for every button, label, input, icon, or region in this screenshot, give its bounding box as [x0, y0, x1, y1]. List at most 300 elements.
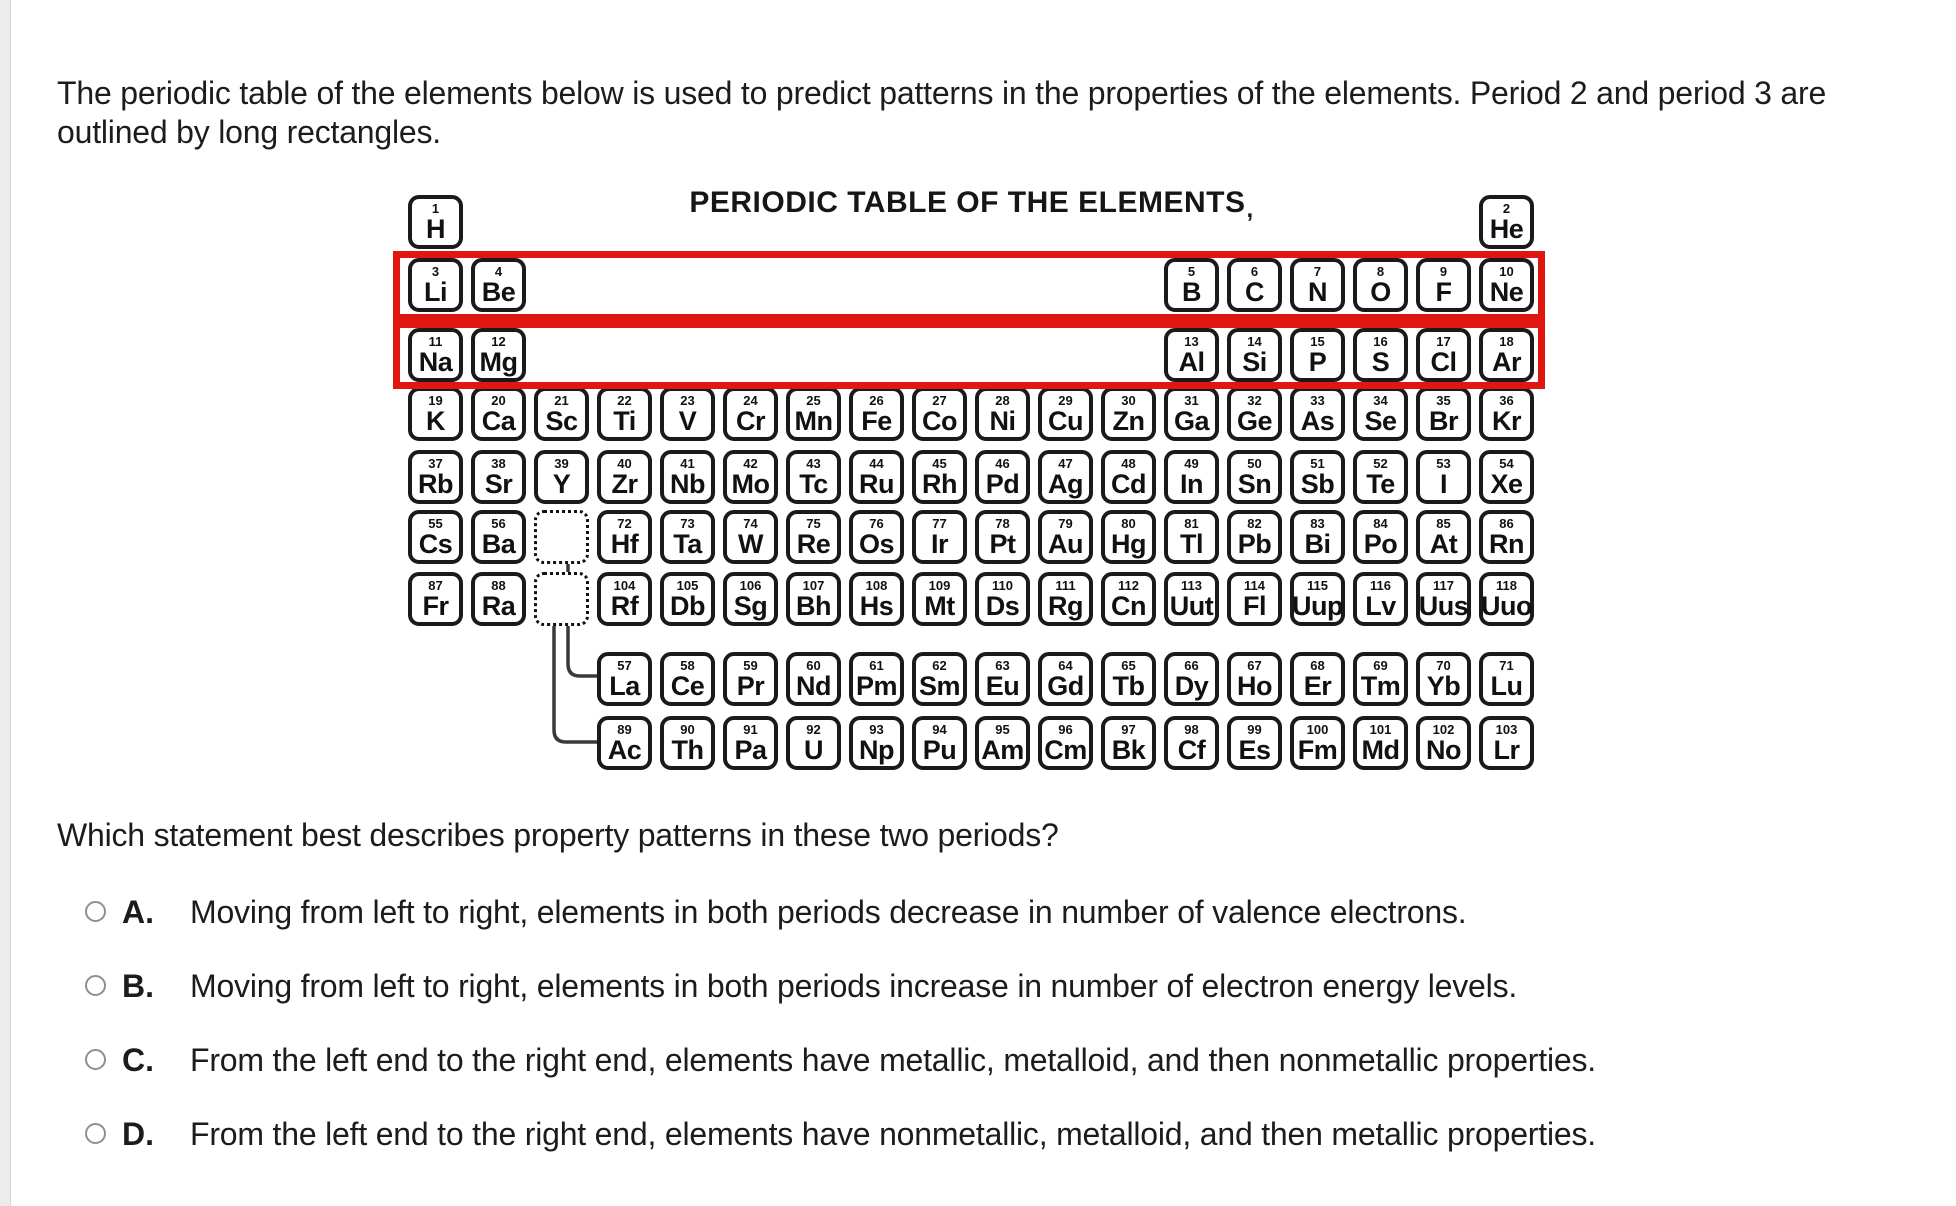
element-cell-At	[1416, 510, 1471, 564]
element-number: 30	[1121, 393, 1136, 408]
element-number: 74	[743, 516, 758, 531]
element-cell-Si	[1227, 328, 1282, 382]
element-number: 91	[743, 722, 758, 737]
element-number: 93	[869, 722, 884, 737]
element-number: 55	[428, 516, 443, 531]
element-number: 36	[1499, 393, 1514, 408]
option-letter-d[interactable]: D.	[122, 1116, 154, 1152]
element-symbol: Ra	[481, 591, 516, 621]
element-number: 86	[1499, 516, 1514, 531]
element-symbol: Au	[1048, 529, 1083, 559]
element-number: 54	[1499, 456, 1514, 471]
element-cell-Rn	[1479, 510, 1534, 564]
element-symbol: Mo	[731, 469, 770, 499]
element-symbol: Es	[1238, 735, 1271, 765]
element-cell-N	[1290, 258, 1345, 312]
element-number: 81	[1184, 516, 1199, 531]
element-symbol: Uuo	[1481, 591, 1532, 621]
element-number: 99	[1247, 722, 1262, 737]
element-symbol: Cn	[1111, 591, 1146, 621]
element-cell-Yb	[1416, 652, 1471, 706]
element-cell-Ra	[471, 572, 526, 626]
element-symbol: Fl	[1243, 591, 1266, 621]
element-symbol: Bk	[1111, 735, 1146, 765]
element-symbol: Cu	[1048, 406, 1083, 436]
element-number: 16	[1373, 334, 1388, 349]
element-cell-Cd	[1101, 450, 1156, 504]
element-symbol: Co	[922, 406, 957, 436]
element-symbol: Ac	[607, 735, 642, 765]
element-symbol: Se	[1364, 406, 1397, 436]
element-cell-Mg	[471, 328, 526, 382]
element-number: 65	[1121, 658, 1136, 673]
element-number: 32	[1247, 393, 1262, 408]
element-number: 113	[1181, 578, 1202, 593]
element-cell-Fm	[1290, 716, 1345, 770]
element-cell-Tm	[1353, 652, 1408, 706]
element-symbol: Cl	[1430, 347, 1457, 377]
element-number: 109	[928, 578, 951, 593]
element-number: 29	[1058, 393, 1073, 408]
element-cell-He	[1479, 195, 1534, 249]
element-cell-Ni	[975, 387, 1030, 441]
element-cell-Er	[1290, 652, 1345, 706]
element-number: 96	[1058, 722, 1073, 737]
element-symbol: Pt	[989, 529, 1016, 559]
element-number: 117	[1433, 578, 1454, 593]
element-symbol: F	[1435, 277, 1452, 307]
element-symbol: B	[1182, 277, 1201, 307]
element-symbol: Am	[981, 735, 1024, 765]
element-cell-In	[1164, 450, 1219, 504]
element-symbol: Th	[671, 735, 704, 765]
element-cell-P	[1290, 328, 1345, 382]
element-symbol: Sr	[484, 469, 513, 499]
element-symbol: H	[426, 214, 445, 244]
intro-line-2: outlined by long rectangles.	[57, 114, 441, 150]
element-number: 39	[554, 456, 569, 471]
option-text-d[interactable]: From the left end to the right end, elements have nonmetallic, metalloid, and then metallic properties.	[190, 1116, 1596, 1152]
element-cell-I	[1416, 450, 1471, 504]
element-cell-Au	[1038, 510, 1093, 564]
element-cell-Be	[471, 258, 526, 312]
element-symbol: Bh	[796, 591, 831, 621]
element-cell-Lv	[1353, 572, 1408, 626]
element-number: 80	[1121, 516, 1136, 531]
element-symbol: Rn	[1489, 529, 1524, 559]
element-cell-Nd	[786, 652, 841, 706]
element-cell-Cs	[408, 510, 463, 564]
element-symbol: Hg	[1111, 529, 1146, 559]
element-cell-Uuo	[1479, 572, 1534, 626]
element-symbol: Rg	[1048, 591, 1083, 621]
element-symbol: Si	[1242, 347, 1267, 377]
element-symbol: Na	[418, 347, 453, 377]
element-symbol: No	[1426, 735, 1461, 765]
element-cell-Tl	[1164, 510, 1219, 564]
element-symbol: Rh	[922, 469, 957, 499]
element-symbol: Uus	[1418, 591, 1469, 621]
element-symbol: Pd	[985, 469, 1020, 499]
element-number: 78	[995, 516, 1010, 531]
element-cell-Pm	[849, 652, 904, 706]
option-text-a[interactable]: Moving from left to right, elements in both periods decrease in number of valence electrons.	[190, 894, 1467, 930]
element-symbol: Lu	[1490, 671, 1523, 701]
element-number: 17	[1436, 334, 1451, 349]
element-cell-Lu	[1479, 652, 1534, 706]
element-number: 92	[806, 722, 821, 737]
element-symbol: Tc	[799, 469, 828, 499]
element-number: 82	[1247, 516, 1262, 531]
element-number: 118	[1496, 578, 1517, 593]
element-number: 112	[1118, 578, 1139, 593]
element-symbol: U	[804, 735, 823, 765]
element-number: 21	[554, 393, 569, 408]
element-cell-Dy	[1164, 652, 1219, 706]
element-number: 2	[1502, 201, 1511, 216]
element-number: 52	[1373, 456, 1388, 471]
element-number: 88	[491, 578, 506, 593]
element-cell-Na	[408, 328, 463, 382]
element-cell-Sb	[1290, 450, 1345, 504]
element-cell-Fe	[849, 387, 904, 441]
element-symbol: Cr	[735, 406, 765, 436]
element-cell-Db	[660, 572, 715, 626]
element-symbol: Rf	[610, 591, 639, 621]
element-cell-Br	[1416, 387, 1471, 441]
element-symbol: Pu	[922, 735, 957, 765]
element-symbol: Kr	[1491, 406, 1521, 436]
element-number: 64	[1058, 658, 1073, 673]
element-cell-Sc	[534, 387, 589, 441]
element-number: 98	[1184, 722, 1199, 737]
element-number: 41	[680, 456, 695, 471]
element-number: 50	[1247, 456, 1262, 471]
element-number: 94	[932, 722, 947, 737]
element-symbol: W	[738, 529, 763, 559]
element-symbol: Fm	[1297, 735, 1338, 765]
element-symbol: P	[1308, 347, 1327, 377]
element-symbol: Ne	[1489, 277, 1524, 307]
element-symbol: Uut	[1169, 591, 1214, 621]
element-number: 66	[1184, 658, 1199, 673]
element-symbol: Li	[424, 277, 447, 307]
element-number: 19	[428, 393, 443, 408]
lanthanide-placeholder-box	[534, 510, 589, 564]
element-number: 105	[676, 578, 699, 593]
element-cell-Ru	[849, 450, 904, 504]
element-cell-H	[408, 195, 463, 249]
element-cell-Li	[408, 258, 463, 312]
element-cell-Pr	[723, 652, 778, 706]
element-number: 111	[1055, 578, 1076, 593]
element-cell-Zr	[597, 450, 652, 504]
intro-line-1: The periodic table of the elements below is used to predict patterns in the properties of the elements. Period 2 and period 3 are	[57, 75, 1827, 111]
element-cell-Bk	[1101, 716, 1156, 770]
element-number: 22	[617, 393, 632, 408]
element-number: 73	[680, 516, 695, 531]
element-number: 116	[1370, 578, 1391, 593]
element-cell-La	[597, 652, 652, 706]
title-stray-mark: ,	[1246, 196, 1254, 223]
option-text-b[interactable]: Moving from left to right, elements in both periods increase in number of electron energy levels.	[190, 968, 1518, 1004]
element-symbol: Tb	[1112, 671, 1145, 701]
element-cell-Gd	[1038, 652, 1093, 706]
option-letter-b[interactable]: B.	[122, 968, 154, 1004]
element-symbol: Rb	[418, 469, 453, 499]
element-number: 12	[491, 334, 506, 349]
element-number: 77	[932, 516, 947, 531]
element-number: 60	[806, 658, 821, 673]
element-number: 71	[1499, 658, 1514, 673]
element-cell-Ge	[1227, 387, 1282, 441]
element-cell-Fr	[408, 572, 463, 626]
element-cell-Os	[849, 510, 904, 564]
element-cell-Uus	[1416, 572, 1471, 626]
element-number: 43	[806, 456, 821, 471]
element-symbol: Zr	[611, 469, 638, 499]
element-number: 6	[1250, 264, 1259, 279]
element-symbol: Be	[481, 277, 516, 307]
element-cell-Mo	[723, 450, 778, 504]
element-symbol: Sm	[918, 671, 961, 701]
element-symbol: C	[1245, 277, 1264, 307]
element-number: 75	[806, 516, 821, 531]
element-symbol: Lr	[1493, 735, 1520, 765]
element-symbol: Ba	[481, 529, 516, 559]
element-symbol: Pr	[736, 671, 765, 701]
element-cell-Ne	[1479, 258, 1534, 312]
element-symbol: Re	[796, 529, 831, 559]
element-symbol: Ga	[1173, 406, 1210, 436]
question-text: Which statement best describes property patterns in these two periods?	[57, 817, 1059, 853]
element-symbol: Mt	[924, 591, 955, 621]
element-number: 3	[431, 264, 440, 279]
element-symbol: I	[1439, 469, 1447, 499]
element-cell-Pd	[975, 450, 1030, 504]
element-number: 18	[1499, 334, 1514, 349]
element-symbol: N	[1308, 277, 1327, 307]
element-symbol: Br	[1428, 406, 1458, 436]
element-symbol: Nb	[670, 469, 705, 499]
element-number: 76	[869, 516, 884, 531]
element-cell-Lr	[1479, 716, 1534, 770]
element-symbol: Yb	[1426, 671, 1461, 701]
element-symbol: Nd	[796, 671, 831, 701]
element-number: 45	[932, 456, 947, 471]
element-number: 27	[932, 393, 947, 408]
element-symbol: At	[1429, 529, 1458, 559]
element-number: 110	[992, 578, 1013, 593]
element-number: 63	[995, 658, 1010, 673]
element-cell-Sr	[471, 450, 526, 504]
element-symbol: S	[1371, 347, 1390, 377]
element-symbol: Pm	[855, 671, 898, 701]
element-cell-Eu	[975, 652, 1030, 706]
element-number: 53	[1436, 456, 1451, 471]
element-cell-Ta	[660, 510, 715, 564]
element-number: 114	[1244, 578, 1265, 593]
element-cell-Ti	[597, 387, 652, 441]
element-number: 104	[613, 578, 636, 593]
element-number: 70	[1436, 658, 1451, 673]
element-number: 68	[1310, 658, 1325, 673]
element-cell-Rg	[1038, 572, 1093, 626]
element-symbol: Sb	[1300, 469, 1335, 499]
element-number: 11	[428, 334, 443, 349]
element-symbol: Tl	[1180, 529, 1203, 559]
element-symbol: V	[678, 406, 697, 436]
element-symbol: Cf	[1177, 735, 1206, 765]
element-cell-Xe	[1479, 450, 1534, 504]
element-symbol: Ta	[673, 529, 702, 559]
element-symbol: Ar	[1491, 347, 1521, 377]
element-cell-Cf	[1164, 716, 1219, 770]
element-cell-Ds	[975, 572, 1030, 626]
element-cell-Nb	[660, 450, 715, 504]
element-number: 7	[1313, 264, 1322, 279]
element-symbol: Al	[1178, 347, 1205, 377]
element-cell-Cn	[1101, 572, 1156, 626]
element-symbol: Fe	[861, 406, 892, 436]
element-number: 57	[617, 658, 632, 673]
element-cell-Hg	[1101, 510, 1156, 564]
element-cell-Ar	[1479, 328, 1534, 382]
element-symbol: Ni	[989, 406, 1016, 436]
element-number: 51	[1310, 456, 1325, 471]
element-cell-Kr	[1479, 387, 1534, 441]
element-cell-Se	[1353, 387, 1408, 441]
element-number: 46	[995, 456, 1010, 471]
element-symbol: O	[1370, 277, 1391, 307]
element-symbol: K	[426, 406, 445, 436]
element-number: 108	[865, 578, 888, 593]
element-symbol: Ca	[481, 406, 516, 436]
element-cell-C	[1227, 258, 1282, 312]
element-cell-Cm	[1038, 716, 1093, 770]
element-symbol: Gd	[1047, 671, 1084, 701]
element-cell-Pb	[1227, 510, 1282, 564]
element-cell-Mn	[786, 387, 841, 441]
element-symbol: Cm	[1044, 735, 1087, 765]
element-cell-Rb	[408, 450, 463, 504]
element-symbol: Sn	[1237, 469, 1272, 499]
element-cell-Cl	[1416, 328, 1471, 382]
element-cell-Y	[534, 450, 589, 504]
element-number: 42	[743, 456, 758, 471]
element-number: 69	[1373, 658, 1388, 673]
option-letter-a[interactable]: A.	[122, 894, 154, 930]
element-symbol: La	[609, 671, 640, 701]
element-number: 31	[1184, 393, 1199, 408]
element-number: 10	[1499, 264, 1514, 279]
element-symbol: Cd	[1111, 469, 1146, 499]
element-symbol: Y	[552, 469, 571, 499]
element-number: 58	[680, 658, 695, 673]
element-symbol: Bi	[1304, 529, 1331, 559]
element-cell-Bh	[786, 572, 841, 626]
element-cell-Es	[1227, 716, 1282, 770]
element-cell-U	[786, 716, 841, 770]
element-symbol: Np	[859, 735, 894, 765]
element-cell-Pu	[912, 716, 967, 770]
element-number: 87	[428, 578, 443, 593]
element-number: 61	[869, 658, 884, 673]
element-cell-As	[1290, 387, 1345, 441]
element-number: 95	[995, 722, 1010, 737]
element-number: 107	[802, 578, 825, 593]
element-symbol: Sc	[545, 406, 578, 436]
element-cell-Ag	[1038, 450, 1093, 504]
element-cell-O	[1353, 258, 1408, 312]
element-cell-Te	[1353, 450, 1408, 504]
element-number: 79	[1058, 516, 1073, 531]
element-cell-Ir	[912, 510, 967, 564]
element-cell-Ce	[660, 652, 715, 706]
element-cell-Zn	[1101, 387, 1156, 441]
element-symbol: He	[1489, 214, 1524, 244]
element-symbol: Tm	[1360, 671, 1401, 701]
element-number: 59	[743, 658, 758, 673]
element-number: 28	[995, 393, 1010, 408]
element-cell-Uut	[1164, 572, 1219, 626]
element-cell-Fl	[1227, 572, 1282, 626]
element-cell-Sg	[723, 572, 778, 626]
element-number: 84	[1373, 516, 1388, 531]
element-cell-Sm	[912, 652, 967, 706]
option-letter-c[interactable]: C.	[122, 1042, 154, 1078]
element-symbol: In	[1180, 469, 1203, 499]
element-number: 9	[1439, 264, 1448, 279]
element-number: 101	[1369, 722, 1392, 737]
element-cell-Pa	[723, 716, 778, 770]
element-number: 44	[869, 456, 884, 471]
element-symbol: Dy	[1174, 671, 1209, 701]
element-symbol: Ds	[985, 591, 1020, 621]
element-symbol: Zn	[1112, 406, 1145, 436]
element-cell-Al	[1164, 328, 1219, 382]
element-symbol: Fr	[422, 591, 449, 621]
element-number: 1	[431, 201, 440, 216]
element-number: 34	[1373, 393, 1388, 408]
element-number: 26	[869, 393, 884, 408]
element-number: 37	[428, 456, 443, 471]
element-symbol: As	[1300, 406, 1335, 436]
element-number: 106	[739, 578, 762, 593]
element-cell-Rh	[912, 450, 967, 504]
element-number: 102	[1432, 722, 1455, 737]
element-cell-V	[660, 387, 715, 441]
element-cell-Tb	[1101, 652, 1156, 706]
element-number: 103	[1495, 722, 1518, 737]
element-number: 15	[1310, 334, 1325, 349]
element-cell-B	[1164, 258, 1219, 312]
element-cell-K	[408, 387, 463, 441]
element-number: 40	[617, 456, 632, 471]
element-cell-Pt	[975, 510, 1030, 564]
element-symbol: Er	[1303, 671, 1332, 701]
element-number: 97	[1121, 722, 1136, 737]
element-symbol: Te	[1366, 469, 1395, 499]
element-cell-Ca	[471, 387, 526, 441]
option-text-c[interactable]: From the left end to the right end, elements have metallic, metalloid, and then nonmetallic properties.	[190, 1042, 1596, 1078]
element-cell-Mt	[912, 572, 967, 626]
element-number: 67	[1247, 658, 1262, 673]
element-cell-Rf	[597, 572, 652, 626]
element-number: 72	[617, 516, 632, 531]
element-symbol: Uup	[1292, 591, 1343, 621]
element-cell-Tc	[786, 450, 841, 504]
